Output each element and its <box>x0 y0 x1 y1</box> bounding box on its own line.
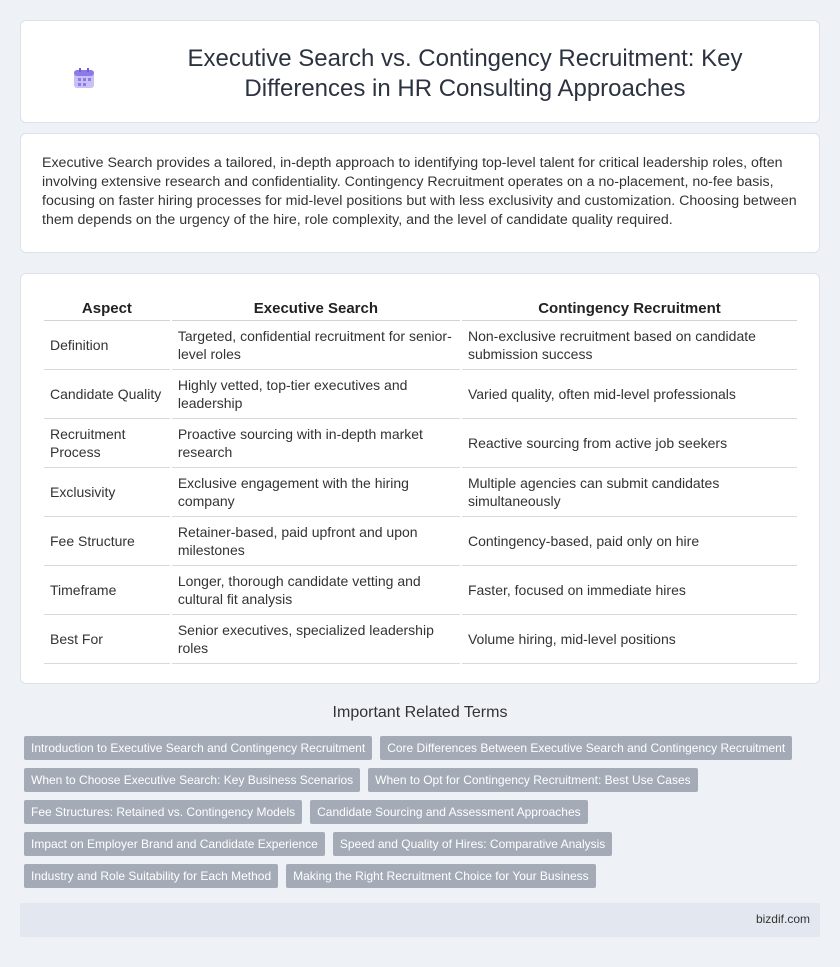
related-term-tag[interactable]: When to Choose Executive Search: Key Business Scenarios <box>24 768 360 792</box>
contingency-cell: Contingency-based, paid only on hire <box>462 517 797 566</box>
executive-search-cell: Retainer-based, paid upfront and upon milestones <box>172 517 460 566</box>
executive-search-cell: Exclusive engagement with the hiring company <box>172 468 460 517</box>
column-header-aspect: Aspect <box>44 294 170 321</box>
contingency-cell: Multiple agencies can submit candidates simultaneously <box>462 468 797 517</box>
intro-paragraph: Executive Search provides a tailored, in-depth approach to identifying top-level talent for critical leadership roles, often involving extensive research and confidentiality. Contingency Recruitment operates on a no-placement, no-fee basis, focusing on faster hiring processes for mid-level positions but with less exclusivity and customization. Choosing between them depends on the urgency of the hire, role complexity, and the level of candidate quality required. <box>42 155 797 228</box>
related-terms-heading: Important Related Terms <box>332 704 508 721</box>
intro-card <box>20 133 820 253</box>
table-row <box>44 517 797 566</box>
related-term-tag[interactable]: Impact on Employer Brand and Candidate Experience <box>24 832 325 856</box>
tag-row <box>24 832 804 856</box>
aspect-cell: Exclusivity <box>44 468 170 517</box>
related-term-tag[interactable]: Making the Right Recruitment Choice for Your Business <box>286 864 595 888</box>
contingency-cell: Reactive sourcing from active job seekers <box>462 419 797 468</box>
executive-search-cell: Highly vetted, top-tier executives and leadership <box>172 370 460 419</box>
related-terms-list <box>24 736 804 896</box>
site-link[interactable]: bizdif.com <box>755 912 810 926</box>
aspect-cell: Definition <box>44 321 170 370</box>
page-title: Executive Search vs. Contingency Recruitment: Key Differences in HR Consulting Approaches <box>187 45 743 102</box>
comparison-table-card <box>20 273 820 684</box>
table-header-row <box>44 294 797 321</box>
column-header-contingency-recruitment: Contingency Recruitment <box>462 294 797 321</box>
footer <box>20 903 820 937</box>
executive-search-cell: Proactive sourcing with in-depth market research <box>172 419 460 468</box>
tag-row <box>24 800 804 824</box>
related-term-tag[interactable]: When to Opt for Contingency Recruitment: Best Use Cases <box>368 768 697 792</box>
related-term-tag[interactable]: Speed and Quality of Hires: Comparative Analysis <box>333 832 612 856</box>
table-row <box>44 419 797 468</box>
aspect-cell: Candidate Quality <box>44 370 170 419</box>
table-row <box>44 370 797 419</box>
related-term-tag[interactable]: Core Differences Between Executive Search and Contingency Recruitment <box>380 736 792 760</box>
executive-search-cell: Targeted, confidential recruitment for senior-level roles <box>172 321 460 370</box>
executive-search-cell: Longer, thorough candidate vetting and cultural fit analysis <box>172 566 460 615</box>
table-row <box>44 468 797 517</box>
related-term-tag[interactable]: Industry and Role Suitability for Each Method <box>24 864 278 888</box>
contingency-cell: Varied quality, often mid-level professionals <box>462 370 797 419</box>
contingency-cell: Non-exclusive recruitment based on candidate submission success <box>462 321 797 370</box>
contingency-cell: Faster, focused on immediate hires <box>462 566 797 615</box>
comparison-table <box>42 294 799 664</box>
aspect-cell: Fee Structure <box>44 517 170 566</box>
title-card <box>20 20 820 123</box>
tag-row <box>24 864 804 888</box>
table-row <box>44 615 797 664</box>
tag-row <box>24 768 804 792</box>
related-term-tag[interactable]: Candidate Sourcing and Assessment Approaches <box>310 800 588 824</box>
related-term-tag[interactable]: Fee Structures: Retained vs. Contingency Models <box>24 800 302 824</box>
aspect-cell: Recruitment Process <box>44 419 170 468</box>
table-row <box>44 321 797 370</box>
contingency-cell: Volume hiring, mid-level positions <box>462 615 797 664</box>
aspect-cell: Best For <box>44 615 170 664</box>
related-term-tag[interactable]: Introduction to Executive Search and Contingency Recruitment <box>24 736 372 760</box>
column-header-executive-search: Executive Search <box>172 294 460 321</box>
table-row <box>44 566 797 615</box>
aspect-cell: Timeframe <box>44 566 170 615</box>
executive-search-cell: Senior executives, specialized leadership roles <box>172 615 460 664</box>
tag-row <box>24 736 804 760</box>
